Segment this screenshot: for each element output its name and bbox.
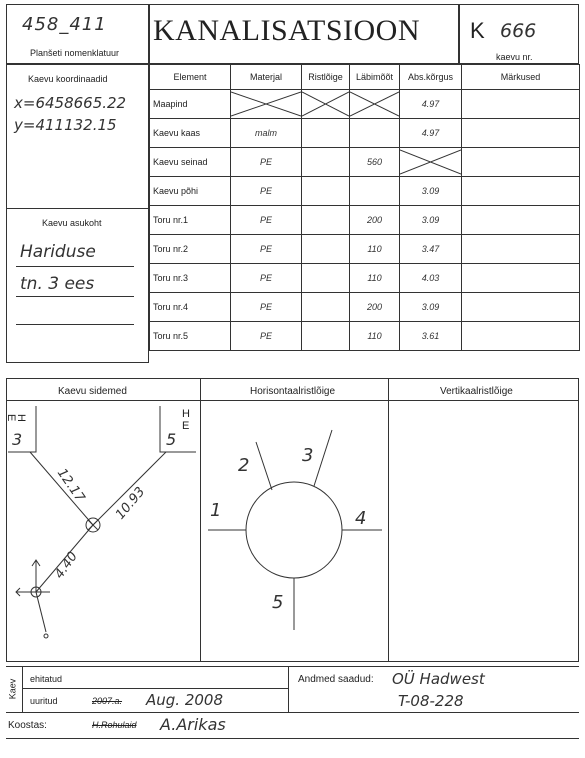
map-number: 458_411 [22,14,107,35]
row-height: 3.61 [400,322,462,351]
divider [6,712,579,713]
row-height: 4.03 [400,264,462,293]
column-header: Materjal [231,65,302,90]
connection-left-number: 3 [12,430,23,449]
row-height: 3.09 [400,293,462,322]
pipe-table [149,64,580,351]
row-notes [462,264,580,293]
table-row [150,148,580,177]
row-cross [302,177,350,206]
divider [6,208,149,209]
row-diameter: 560 [350,148,400,177]
row-notes [462,206,580,235]
row-diameter [350,119,400,148]
row-diameter: 110 [350,264,400,293]
connection-left-letters: H E [4,414,27,422]
table-row [150,177,580,206]
divider [22,666,23,712]
location-line-2: tn. 3 ees [20,274,95,294]
row-cross [302,148,350,177]
well-outline [246,482,342,578]
well-number: 666 [500,20,537,42]
row-element: Toru nr.3 [150,264,231,293]
row-notes [462,322,580,351]
row-height: 3.09 [400,206,462,235]
row-notes [462,177,580,206]
table-row [150,90,580,119]
distance-right: 10.93 [112,484,149,523]
row-material: PE [231,264,302,293]
coordinate-x: x=6458665.22 [14,94,127,112]
row-material: PE [231,177,302,206]
column-header: Ristlõige [302,65,350,90]
coordinate-y: y=411132.15 [14,116,117,134]
crossed-cell [231,90,302,119]
row-material: PE [231,235,302,264]
connections-label: Kaevu sidemed [58,386,127,397]
row-element: Toru nr.1 [150,206,231,235]
map-number-label: Planšeti nomenklatuur [30,48,120,58]
pipe-label-1: 1 [210,500,222,521]
row-notes [462,293,580,322]
table-header-row [150,65,580,90]
horizontal-section-sketch [200,400,388,662]
row-material: PE [231,148,302,177]
distance-left: 12.17 [53,465,88,506]
row-notes [462,90,580,119]
compiled-old: H.Rohulaid [92,720,137,730]
row-element: Kaevu kaas [150,119,231,148]
row-height: 3.09 [400,177,462,206]
measured-old: 2007.a. [92,696,123,706]
row-material: PE [231,206,302,235]
row-notes [462,148,580,177]
measured-label: uuritud [30,696,58,706]
row-height: 3.47 [400,235,462,264]
distance-bottom: 4.40 [52,549,81,582]
location-line-1: Hariduse [20,242,96,262]
well-prefix: K [470,18,485,43]
column-header: Element [150,65,231,90]
row-material: malm [231,119,302,148]
connection-right-number: 5 [166,430,177,449]
row-cross [302,235,350,264]
row-diameter: 200 [350,206,400,235]
vertical-section-label: Vertikaalristlõige [440,386,513,397]
row-element: Toru nr.2 [150,235,231,264]
divider [288,666,289,712]
crossed-cell [350,90,400,119]
divider [6,666,579,667]
divider [22,688,288,689]
connection-right-letters: H E [182,408,190,432]
location-label: Kaevu asukoht [42,218,102,228]
row-cross [302,119,350,148]
table-row [150,235,580,264]
row-height: 4.97 [400,90,462,119]
divider [6,738,579,739]
column-header: Abs.kõrgus [400,65,462,90]
row-notes [462,119,580,148]
row-cross [302,322,350,351]
table-row [150,264,580,293]
crossed-cell [302,90,350,119]
pipe-stub-3 [314,430,332,486]
location-underline-2 [16,296,134,297]
pipe-stub-2 [256,442,272,490]
pipe-label-5: 5 [272,592,284,613]
crossed-cell [400,148,462,177]
table-row [150,206,580,235]
pipe-label-2: 2 [238,455,250,476]
table-row [150,322,580,351]
column-header: Läbimõõt [350,65,400,90]
compiled-label: Koostas: [8,720,47,731]
column-header: Märkused [462,65,580,90]
row-cross [302,293,350,322]
table-row [150,293,580,322]
well-number-label: kaevu nr. [496,52,533,62]
row-cross [302,264,350,293]
table-row [150,119,580,148]
page-title: KANALISATSIOON [153,14,420,47]
data-source-line-1: OÜ Hadwest [392,670,485,688]
row-diameter: 200 [350,293,400,322]
row-notes [462,235,580,264]
data-source-line-2: T-08-228 [398,692,464,710]
pipe-line-left [30,452,93,525]
coordinates-label: Kaevu koordinaadid [28,74,108,84]
row-height: 4.97 [400,119,462,148]
well-side-label: Kaev [7,678,18,700]
row-diameter: 110 [350,235,400,264]
row-material: PE [231,293,302,322]
pipe-label-3: 3 [302,445,314,466]
row-material: PE [231,322,302,351]
row-diameter [350,177,400,206]
row-element: Toru nr.5 [150,322,231,351]
row-element: Kaevu põhi [150,177,231,206]
divider [388,378,389,662]
pipe-label-4: 4 [355,508,367,529]
row-element: Kaevu seinad [150,148,231,177]
row-diameter: 110 [350,322,400,351]
compiled-value: A.Arikas [160,715,226,734]
row-cross [302,206,350,235]
row-element: Maapind [150,90,231,119]
horizontal-section-label: Horisontaalristlõige [250,386,336,397]
measured-value: Aug. 2008 [146,691,223,709]
location-underline-1 [16,266,134,267]
built-label: ehitatud [30,674,63,684]
data-source-label: Andmed saadud: [298,674,374,685]
row-element: Toru nr.4 [150,293,231,322]
location-underline-3 [16,324,134,325]
